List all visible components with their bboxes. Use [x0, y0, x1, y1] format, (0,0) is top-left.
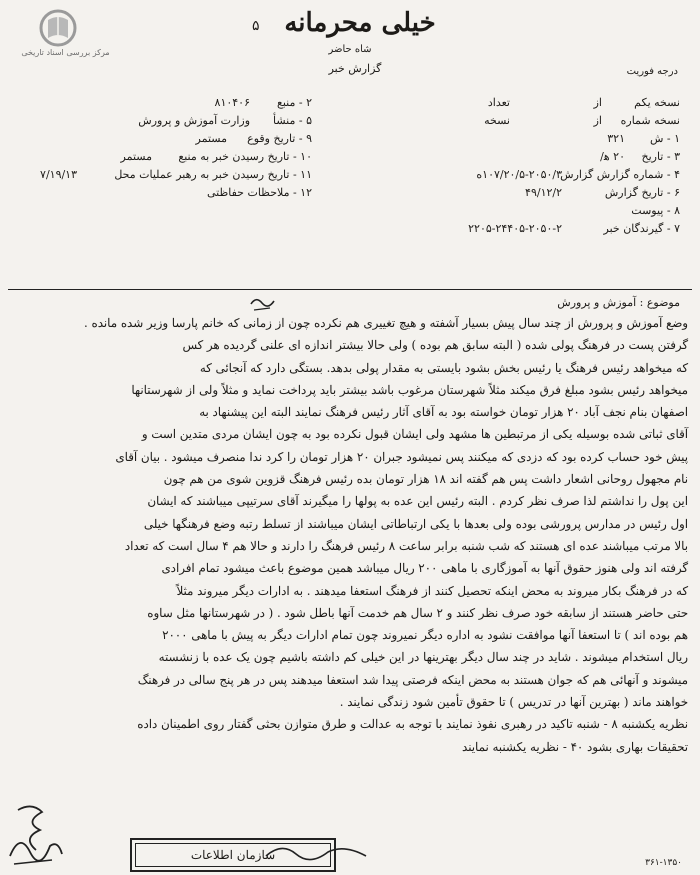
footer-signature-icon: [262, 838, 372, 866]
left-field-row: [12, 168, 312, 186]
priority-label: درجه فوریت: [626, 66, 678, 77]
field-label: ۸ - پیوست: [631, 204, 680, 217]
left-field-row: [12, 186, 312, 204]
body-line: گرفته اند ولی هنوز حقوق آنها به آموزگاری با ماهی ۲۰۰ ریال میباشد همین موضوع باعث میشود تمام افرادی: [161, 561, 688, 576]
right-field-row: [425, 204, 680, 222]
right-field-row: [425, 114, 680, 132]
body-line: وضع آموزش و پرورش از چند سال پیش بسیار آشفته و هیچ تغییری هم نکرده چون از زمانی که خانم پارسا وزیر شده مانده .: [84, 316, 688, 330]
field-value: از: [593, 114, 602, 127]
body-line: آقای ثباتی شده بوسیله یکی از مرتبطین ها مشهد ولی ایشان قبول نکرده بود به چون ایشان مردی متدین است و: [141, 427, 688, 442]
field-value: ۷/۱۹/۱۳: [40, 168, 77, 181]
field-value: ۲۰ ه‍/: [600, 150, 625, 163]
body-line: نام مجهول روحانی اشعار داشت پس هم گفته اند ۱۸ هزار تومان بده رئیس فرهنگ قزوین شوی من هم چون: [163, 472, 688, 487]
field-label: نسخه شماره: [620, 114, 680, 127]
body-line: که میخواهد رئیس فرهنگ یا رئیس بخش بشود بایستی به مقدار پولی بدهد. بستگی دارد که آنجائی که: [199, 360, 688, 375]
field-label: ۴ - شماره گزارش گزارش: [560, 168, 680, 181]
field-label: ۳ - تاریخ: [641, 150, 680, 163]
right-field-row: [425, 96, 680, 114]
right-field-row: [425, 150, 680, 168]
field-label: ۹ - تاریخ وقوع: [247, 132, 312, 145]
field-label: ۱۲ - ملاحظات حفاظتی: [207, 186, 312, 199]
body-line: خواهند ماند ( بهترین آنها در تدریس ) تا حقوق تأمین شود زندگی نمایند .: [339, 695, 688, 710]
left-field-row: [12, 132, 312, 150]
field-value: ۱۰۷/۲۰/۵-۲۰۵۰/۳ه: [476, 168, 562, 181]
body-line: میشوند و آنهائی هم که جوان هستند به محض اینکه فرصتی پیدا شد استعفا میدهند پس در هر پنج سالی در فرهنگ: [137, 672, 688, 687]
divider-line: [8, 289, 692, 290]
report-type: گزارش خبر: [328, 62, 382, 75]
field-value: ۸۱۰۴۰۶: [214, 96, 250, 109]
left-header-fields: [12, 96, 312, 204]
subject-line: موضوع : آموزش و پرورش: [557, 296, 680, 309]
right-header-fields: [425, 96, 680, 240]
field-value: از: [593, 96, 602, 109]
stamp-text: سازمان اطلاعات: [190, 848, 276, 862]
field-value: ۳۲۱: [607, 132, 625, 145]
field-label: ۵ - منشأ: [272, 114, 312, 127]
field-label: ۱ - ش: [649, 132, 680, 145]
body-line: این پول را نداشتم لذا صرف نظر کردم . البته رئیس این عده به پولها را میگیرند آقای سرتیپی میباشند که ایشان: [147, 494, 688, 509]
field-value: مستمر: [195, 132, 227, 145]
classification-title: خیلی محرمانه: [284, 8, 436, 38]
field-label: ۱۱ - تاریخ رسیدن خبر به رهبر عملیات محل: [114, 168, 312, 181]
left-field-row: [12, 96, 312, 114]
body-line: میخواهد رئیس بشود مبلغ فرق میکند مثلاً شهرستان مرغوب باشد بیشتر باید پرداخت نماید و مثلاً ولی از شهرستانها: [131, 382, 688, 397]
field-label: ۶ - تاریخ گزارش: [604, 186, 680, 199]
body-line: هم بوده اند ) تا استعفا آنها موافقت نشود به اداره دیگر نمیروند چون تمام ادارات دیگر به پیش با ماهی ۲۰۰۰: [162, 628, 688, 643]
field-label: ۷ - گیرندگان خبر: [603, 222, 680, 235]
field-value: وزارت آموزش و پرورش: [138, 114, 250, 127]
subtitle-line1: شاه حاضر: [328, 44, 372, 55]
logo-text: مرکز بررسی اسناد تاریخی: [21, 48, 110, 57]
body-line: حتی حاضر هستند از سابقه خود صرف نظر کنند و ۲ سال هم خدمت آنها باطل شود . ( در شهرستانها مثل ساوه: [147, 605, 688, 620]
body-line: ریال استخدام میشوند . شاید در چند سال دیگر بهترینها در این خیلی کم داشته باشیم چون یک عده با زنشسته: [158, 650, 688, 665]
right-field-row: [425, 168, 680, 186]
body-line: تحقیقات بهاری بشود ۴۰ - نظریه یکشنبه نمایند: [462, 739, 688, 754]
title-mark: ۵: [252, 18, 260, 34]
body-line: پیش خود حساب کرده بود که دزدی که میکنند پس نمیشود جبران ۲۰ هزار تومان را کرد ندا منصرف میشود . بیان آقای: [115, 449, 688, 464]
signature-icon: [6, 826, 66, 870]
field-value: مستمر: [120, 150, 152, 163]
body-line: بالا مرتب میباشند عده ای هستند که شب شنبه برابر ساعت ۸ رئیس فرهنگ را دارند و حالا هم ۴ سال است که تعداد: [124, 538, 688, 553]
left-field-row: [12, 150, 312, 168]
field-label: نسخه یکم: [634, 96, 680, 109]
field-value-2: تعداد: [487, 96, 510, 109]
left-field-row: [12, 114, 312, 132]
body-line: نظریه یکشنبه ۸ - شنبه تاکید در رهبری نفوذ نمایند با توجه به عدالت و طرق متوازن بحثی گفتار روی اطمینان داده: [137, 717, 688, 732]
report-body: [12, 312, 688, 758]
archive-seal-icon: [38, 8, 78, 48]
field-label: ۲ - منبع: [276, 96, 312, 109]
field-label: ۱۰ - تاریخ رسیدن خبر به منبع: [178, 150, 312, 163]
body-line: که در فرهنگ بکار میروند به محض اینکه تحصیل کنند از فرهنگ استعفا میدهند . به ادارات دیگر میروند مثلاً: [176, 583, 688, 598]
right-field-row: [425, 222, 680, 240]
footer-code: ۳۶۱-۱۳۵۰: [645, 858, 682, 868]
right-field-row: [425, 132, 680, 150]
field-value: ۲۲۰۵-۲۴۴۰۵-۲۰۵۰-۲: [468, 222, 562, 235]
right-field-row: [425, 186, 680, 204]
body-line: اول رئیس در مدارس پرورشی بوده ولی بعدها با یکی ارتباطاتی ایشان میباشند از تسلط رتبه وضع فرهنگها خیلی: [143, 516, 688, 531]
body-line: گرفتن پست در فرهنگ پولی شده ( البته سابق هم بوده ) ولی حالا بیشتر اندازه ای علنی گردیده هر کس: [182, 338, 688, 353]
field-value: ۴۹/۱۲/۲: [525, 186, 562, 199]
field-value-2: نسخه: [484, 114, 510, 127]
archive-logo: [8, 8, 118, 60]
body-line: اصفهان بنام نجف آباد ۲۰ هزار تومان خواسته بود به آقای آثار رئیس فرهنگ نمایند البته این پیشنهاد به: [199, 405, 688, 420]
